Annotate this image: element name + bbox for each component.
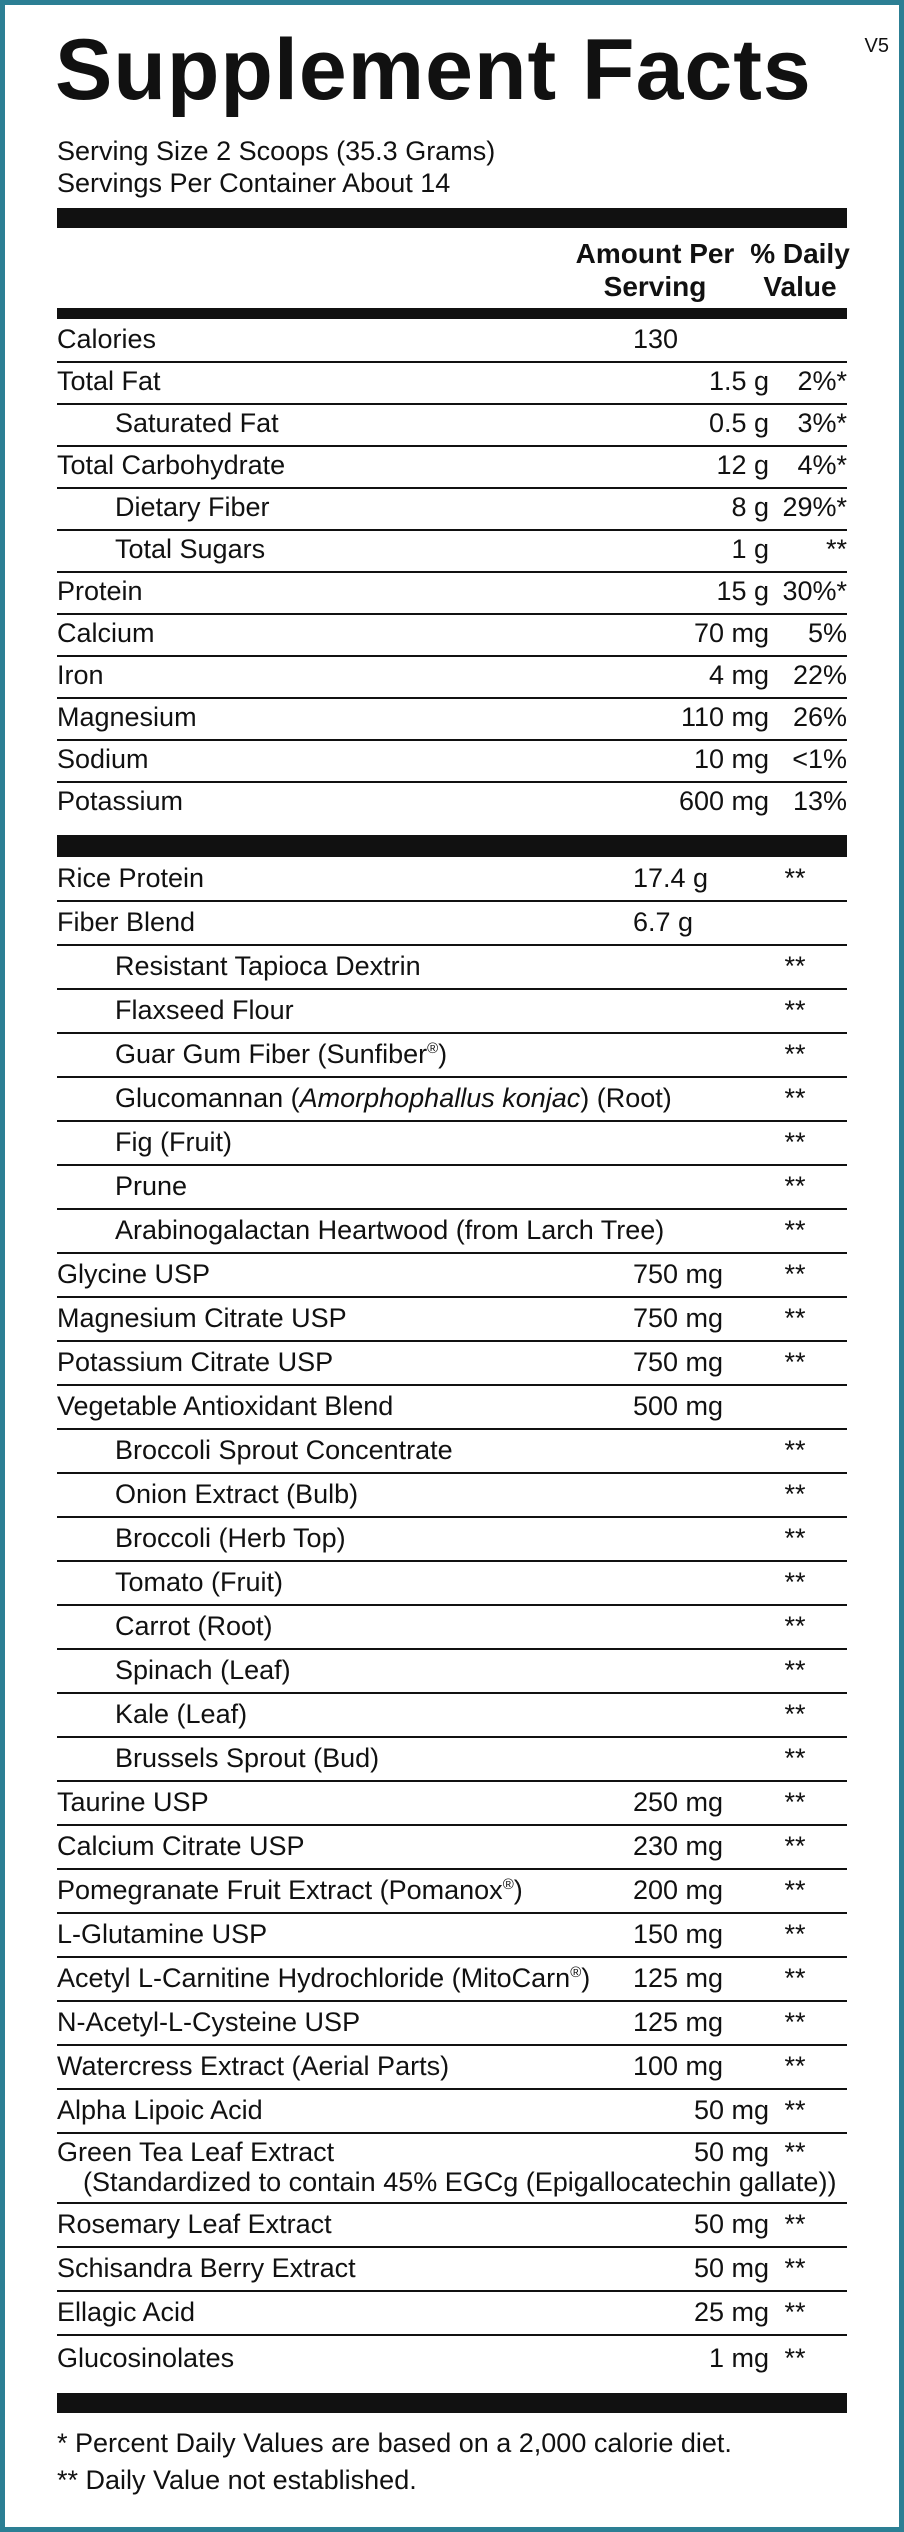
ingredient-name bbox=[57, 1831, 305, 1862]
ingredient-amount: 150 mg bbox=[633, 1919, 724, 1949]
ingredient-row bbox=[57, 1870, 847, 1914]
ingredient-name-text: Watercress Extract (Aerial Parts) bbox=[57, 2051, 450, 2081]
ingredient-name bbox=[115, 1083, 672, 1114]
nutrient-name: Total Carbohydrate bbox=[57, 450, 286, 480]
ingredient-name bbox=[115, 1127, 232, 1158]
ingredient-daily-value: ** bbox=[784, 1303, 806, 1333]
nutrient-name: Total Fat bbox=[57, 366, 161, 396]
ingredient-daily-value: ** bbox=[784, 1083, 806, 1113]
thick-rule-bottom bbox=[57, 2393, 847, 2413]
ingredient-row bbox=[57, 1914, 847, 1958]
ingredient-name-text: Glucomannan ( bbox=[115, 1083, 300, 1113]
ingredient-amount: 50 mg bbox=[693, 2209, 769, 2239]
nutrient-row bbox=[57, 405, 847, 447]
footnote-dv-not-established: ** Daily Value not established. bbox=[57, 2465, 417, 2495]
ingredient-name bbox=[115, 1435, 453, 1466]
ingredient-row bbox=[57, 1078, 847, 1122]
ingredient-amount: 250 mg bbox=[633, 1787, 724, 1817]
ingredient-daily-value: ** bbox=[784, 1611, 806, 1641]
nutrient-amount: 10 mg bbox=[693, 744, 769, 774]
ingredient-row bbox=[57, 1650, 847, 1694]
servings-per-container: Servings Per Container About 14 bbox=[57, 168, 451, 198]
ingredient-daily-value: ** bbox=[784, 1831, 806, 1861]
ingredient-name bbox=[57, 863, 204, 894]
ingredient-amount: 1 mg bbox=[708, 2343, 769, 2373]
ingredient-name-text: Alpha Lipoic Acid bbox=[57, 2095, 263, 2125]
nutrient-daily-value: 30%* bbox=[782, 576, 847, 606]
nutrient-daily-value: ** bbox=[825, 534, 847, 564]
ingredient-name-text: Schisandra Berry Extract bbox=[57, 2253, 356, 2283]
ingredient-daily-value: ** bbox=[784, 2297, 806, 2327]
ingredient-name bbox=[115, 1523, 346, 1554]
nutrient-amount: 0.5 g bbox=[708, 408, 769, 438]
nutrient-daily-value: 3%* bbox=[797, 408, 847, 438]
ingredient-daily-value: ** bbox=[784, 2007, 806, 2037]
ingredient-name bbox=[57, 1303, 347, 1334]
ingredient-name-text: Taurine USP bbox=[57, 1787, 209, 1817]
ingredient-name-text: Magnesium Citrate USP bbox=[57, 1303, 347, 1333]
amount-header-line1: Amount Per bbox=[575, 238, 735, 269]
ingredient-name bbox=[115, 1479, 358, 1510]
nutrient-table bbox=[57, 321, 847, 823]
daily-value-header bbox=[745, 237, 855, 303]
ingredient-amount: 25 mg bbox=[693, 2297, 769, 2327]
ingredient-name bbox=[57, 1259, 210, 1290]
nutrient-row bbox=[57, 447, 847, 489]
ingredient-row bbox=[57, 1782, 847, 1826]
ingredient-name bbox=[115, 951, 421, 982]
ingredient-name bbox=[115, 1039, 447, 1070]
ingredient-name bbox=[57, 2297, 195, 2328]
nutrient-name: Sodium bbox=[57, 744, 149, 774]
serving-size: Serving Size 2 Scoops (35.3 Grams) bbox=[57, 136, 496, 166]
ingredient-daily-value: ** bbox=[784, 2343, 806, 2373]
ingredient-daily-value: ** bbox=[784, 1787, 806, 1817]
ingredient-daily-value: ** bbox=[784, 2253, 806, 2283]
ingredient-amount: 200 mg bbox=[633, 1875, 724, 1905]
nutrient-amount: 15 g bbox=[716, 576, 769, 606]
nutrient-amount: 130 bbox=[633, 324, 679, 354]
dv-header-line1: % Daily bbox=[750, 238, 850, 269]
ingredient-amount: 750 mg bbox=[633, 1259, 724, 1289]
ingredient-daily-value: ** bbox=[784, 1567, 806, 1597]
ingredient-daily-value: ** bbox=[784, 2051, 806, 2081]
footnotes bbox=[57, 2425, 732, 2499]
nutrient-row bbox=[57, 321, 847, 363]
amount-per-serving-header bbox=[565, 237, 745, 303]
nutrient-daily-value: 29%* bbox=[782, 492, 847, 522]
nutrient-amount: 8 g bbox=[731, 492, 769, 522]
ingredient-name bbox=[57, 2137, 334, 2168]
ingredient-daily-value: ** bbox=[784, 1699, 806, 1729]
nutrient-amount: 70 mg bbox=[693, 618, 769, 648]
ingredient-row bbox=[57, 1738, 847, 1782]
ingredient-daily-value: ** bbox=[784, 1919, 806, 1949]
ingredient-daily-value: ** bbox=[784, 1039, 806, 1069]
ingredient-name-suffix: ) bbox=[513, 1875, 523, 1905]
nutrient-name: Calcium bbox=[57, 618, 155, 648]
nutrient-amount: 600 mg bbox=[678, 786, 769, 816]
ingredient-table bbox=[57, 858, 847, 2380]
ingredient-name-text: Calcium Citrate USP bbox=[57, 1831, 305, 1861]
ingredient-daily-value: ** bbox=[784, 951, 806, 981]
registered-mark: ® bbox=[570, 1964, 582, 1981]
ingredient-name bbox=[57, 2007, 360, 2038]
registered-mark: ® bbox=[427, 1040, 439, 1057]
ingredient-name-text: Glycine USP bbox=[57, 1259, 211, 1289]
ingredient-row bbox=[57, 1474, 847, 1518]
ingredient-name bbox=[57, 1919, 267, 1950]
ingredient-amount: 750 mg bbox=[633, 1347, 724, 1377]
ingredient-row bbox=[57, 990, 847, 1034]
ingredient-daily-value: ** bbox=[784, 1127, 806, 1157]
nutrient-daily-value: 22% bbox=[792, 660, 847, 690]
ingredient-name-text: Glucosinolates bbox=[57, 2343, 235, 2373]
ingredient-name bbox=[115, 1567, 283, 1598]
nutrient-amount: 12 g bbox=[716, 450, 769, 480]
ingredient-row bbox=[57, 1254, 847, 1298]
ingredient-name-text: Potassium Citrate USP bbox=[57, 1347, 334, 1377]
ingredient-name-text: Vegetable Antioxidant Blend bbox=[57, 1391, 394, 1421]
nutrient-name: Magnesium bbox=[57, 702, 197, 732]
ingredient-row bbox=[57, 2002, 847, 2046]
ingredient-name-text: Broccoli Sprout Concentrate bbox=[115, 1435, 453, 1465]
ingredient-name-suffix: ) (Root) bbox=[580, 1083, 672, 1113]
ingredient-daily-value: ** bbox=[784, 1655, 806, 1685]
ingredient-botanical-name: Amorphophallus konjac bbox=[299, 1083, 581, 1113]
ingredient-name bbox=[115, 1215, 664, 1246]
ingredient-daily-value: ** bbox=[784, 1171, 806, 1201]
nutrient-row bbox=[57, 699, 847, 741]
ingredient-row bbox=[57, 1298, 847, 1342]
ingredient-name-text: Onion Extract (Bulb) bbox=[115, 1479, 359, 1509]
ingredient-daily-value: ** bbox=[784, 1347, 806, 1377]
ingredient-amount: 500 mg bbox=[633, 1391, 724, 1421]
ingredient-name bbox=[57, 1963, 590, 1994]
ingredient-row bbox=[57, 1518, 847, 1562]
ingredient-amount: 125 mg bbox=[633, 1963, 724, 1993]
ingredient-name bbox=[57, 2051, 449, 2082]
ingredient-amount: 17.4 g bbox=[633, 863, 709, 893]
ingredient-daily-value: ** bbox=[784, 2137, 806, 2167]
ingredient-row bbox=[57, 1122, 847, 1166]
ingredient-name-text: Prune bbox=[115, 1171, 188, 1201]
ingredient-amount: 6.7 g bbox=[633, 907, 694, 937]
registered-mark: ® bbox=[502, 1876, 514, 1893]
ingredient-name-text: Flaxseed Flour bbox=[115, 995, 294, 1025]
ingredient-daily-value: ** bbox=[784, 863, 806, 893]
ingredient-name-text: L-Glutamine USP bbox=[57, 1919, 268, 1949]
ingredient-daily-value: ** bbox=[784, 2095, 806, 2125]
ingredient-name-text: N-Acetyl-L-Cysteine USP bbox=[57, 2007, 361, 2037]
ingredient-name bbox=[115, 1655, 291, 1686]
nutrient-amount: 1 g bbox=[731, 534, 769, 564]
ingredient-row bbox=[57, 2090, 847, 2134]
nutrient-amount: 1.5 g bbox=[708, 366, 769, 396]
ingredient-row bbox=[57, 1958, 847, 2002]
ingredient-name-text: Broccoli (Herb Top) bbox=[115, 1523, 346, 1553]
ingredient-name-text: Arabinogalactan Heartwood (from Larch Tree) bbox=[115, 1215, 665, 1245]
nutrient-amount: 4 mg bbox=[708, 660, 769, 690]
ingredient-daily-value: ** bbox=[784, 1215, 806, 1245]
ingredient-row bbox=[57, 2248, 847, 2292]
ingredient-name bbox=[115, 1171, 187, 1202]
ingredient-row bbox=[57, 1826, 847, 1870]
ingredient-daily-value: ** bbox=[784, 2209, 806, 2239]
ingredient-name-text: Tomato (Fruit) bbox=[115, 1567, 284, 1597]
ingredient-amount: 50 mg bbox=[693, 2253, 769, 2283]
ingredient-name-suffix: ) bbox=[438, 1039, 448, 1069]
nutrient-name: Calories bbox=[57, 324, 157, 354]
panel-title: Supplement Facts bbox=[55, 22, 812, 118]
ingredient-name-text: Green Tea Leaf Extract bbox=[57, 2137, 335, 2167]
nutrient-row bbox=[57, 783, 847, 823]
ingredient-name bbox=[57, 907, 195, 938]
nutrient-name: Potassium bbox=[57, 786, 184, 816]
ingredient-standardization-note: (Standardized to contain 45% EGCg (Epigallocatechin gallate)) bbox=[83, 2167, 837, 2197]
ingredient-daily-value: ** bbox=[784, 995, 806, 1025]
footnote-percent-dv: * Percent Daily Values are based on a 2,000 calorie diet. bbox=[57, 2428, 732, 2458]
ingredient-daily-value: ** bbox=[784, 1479, 806, 1509]
ingredient-name bbox=[115, 995, 294, 1026]
ingredient-name-text: Brussels Sprout (Bud) bbox=[115, 1743, 380, 1773]
ingredient-row bbox=[57, 2336, 847, 2380]
ingredient-daily-value: ** bbox=[784, 1875, 806, 1905]
ingredient-daily-value: ** bbox=[784, 1435, 806, 1465]
nutrient-row bbox=[57, 489, 847, 531]
ingredient-row bbox=[57, 902, 847, 946]
ingredient-name bbox=[115, 1743, 379, 1774]
ingredient-name-text: Pomegranate Fruit Extract (Pomanox bbox=[57, 1875, 503, 1905]
nutrient-row bbox=[57, 657, 847, 699]
ingredient-name bbox=[115, 1611, 273, 1642]
nutrient-daily-value: 26% bbox=[792, 702, 847, 732]
ingredient-name-text: Resistant Tapioca Dextrin bbox=[115, 951, 421, 981]
ingredient-row bbox=[57, 1694, 847, 1738]
ingredient-amount: 50 mg bbox=[693, 2095, 769, 2125]
ingredient-row bbox=[57, 1386, 847, 1430]
serving-info bbox=[57, 135, 495, 199]
ingredient-name-text: Spinach (Leaf) bbox=[115, 1655, 291, 1685]
amount-header-line2: Serving bbox=[603, 271, 707, 302]
nutrient-row bbox=[57, 741, 847, 783]
nutrient-name: Dietary Fiber bbox=[115, 492, 270, 522]
ingredient-name bbox=[57, 2343, 234, 2374]
ingredient-name bbox=[57, 1347, 333, 1378]
ingredient-name-text: Rosemary Leaf Extract bbox=[57, 2209, 332, 2239]
nutrient-daily-value: 13% bbox=[792, 786, 847, 816]
thick-rule-middle bbox=[57, 835, 847, 857]
ingredient-name bbox=[115, 1699, 247, 1730]
ingredient-name bbox=[57, 1391, 393, 1422]
ingredient-row bbox=[57, 1166, 847, 1210]
ingredient-name-text: Rice Protein bbox=[57, 863, 205, 893]
ingredient-row bbox=[57, 2292, 847, 2336]
ingredient-row bbox=[57, 1430, 847, 1474]
nutrient-amount: 110 mg bbox=[680, 702, 769, 732]
ingredient-name bbox=[57, 2209, 332, 2240]
ingredient-name-text: Fig (Fruit) bbox=[115, 1127, 232, 1157]
ingredient-row bbox=[57, 1562, 847, 1606]
ingredient-row bbox=[57, 858, 847, 902]
nutrient-name: Saturated Fat bbox=[115, 408, 279, 438]
ingredient-daily-value: ** bbox=[784, 1523, 806, 1553]
ingredient-row bbox=[57, 1606, 847, 1650]
ingredient-row bbox=[57, 1034, 847, 1078]
ingredient-name-text: Acetyl L-Carnitine Hydrochloride (MitoCarn bbox=[57, 1963, 571, 1993]
ingredient-name-text: Fiber Blend bbox=[57, 907, 196, 937]
ingredient-daily-value: ** bbox=[784, 1963, 806, 1993]
ingredient-amount: 50 mg bbox=[693, 2137, 769, 2167]
ingredient-name-text: Guar Gum Fiber (Sunfiber bbox=[115, 1039, 428, 1069]
nutrient-name: Protein bbox=[57, 576, 143, 606]
ingredient-amount: 100 mg bbox=[633, 2051, 724, 2081]
ingredient-row bbox=[57, 2134, 847, 2204]
thick-rule-top bbox=[57, 208, 847, 228]
ingredient-amount: 230 mg bbox=[633, 1831, 724, 1861]
ingredient-name bbox=[57, 1787, 209, 1818]
nutrient-daily-value: 2%* bbox=[797, 366, 847, 396]
nutrient-name: Iron bbox=[57, 660, 104, 690]
ingredient-name bbox=[57, 1875, 523, 1906]
ingredient-name-suffix: ) bbox=[581, 1963, 591, 1993]
nutrient-daily-value: 4%* bbox=[797, 450, 847, 480]
ingredient-amount: 125 mg bbox=[633, 2007, 724, 2037]
ingredient-row bbox=[57, 2204, 847, 2248]
ingredient-row bbox=[57, 1342, 847, 1386]
nutrient-row bbox=[57, 363, 847, 405]
ingredient-amount: 750 mg bbox=[633, 1303, 724, 1333]
ingredient-name-text: Ellagic Acid bbox=[57, 2297, 196, 2327]
ingredient-row bbox=[57, 2046, 847, 2090]
ingredient-name-text: Kale (Leaf) bbox=[115, 1699, 248, 1729]
thick-rule-header bbox=[57, 308, 847, 319]
ingredient-daily-value: ** bbox=[784, 1259, 806, 1289]
dv-header-line2: Value bbox=[763, 271, 837, 302]
ingredient-row bbox=[57, 946, 847, 990]
version-code: V5 bbox=[864, 35, 889, 57]
nutrient-row bbox=[57, 531, 847, 573]
ingredient-name bbox=[57, 2253, 356, 2284]
nutrient-row bbox=[57, 615, 847, 657]
ingredient-name-text: Carrot (Root) bbox=[115, 1611, 273, 1641]
ingredient-name bbox=[57, 2095, 263, 2126]
nutrient-name: Total Sugars bbox=[115, 534, 266, 564]
nutrient-daily-value: 5% bbox=[807, 618, 847, 648]
nutrient-row bbox=[57, 573, 847, 615]
ingredient-daily-value: ** bbox=[784, 1743, 806, 1773]
ingredient-row bbox=[57, 1210, 847, 1254]
nutrient-daily-value: <1% bbox=[792, 744, 847, 774]
